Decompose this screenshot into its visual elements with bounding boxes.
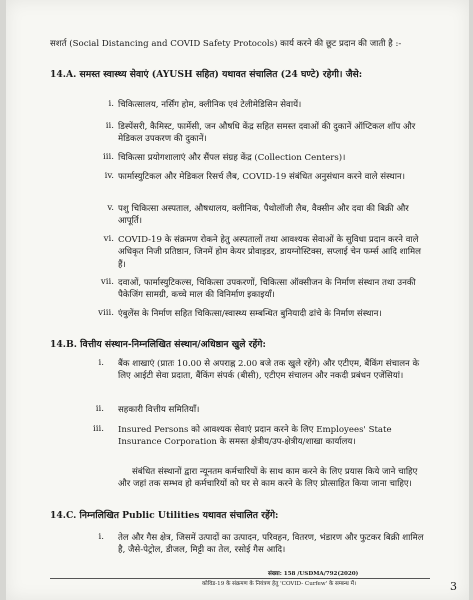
list-item: तेल और गैस क्षेत्र, जिसमें उत्पादों का उत्पादन, परिवहन, वितरण, भंडारण और फुटकर बिक्री शामिल है, जैसे-पेट्रोल, डीजल, मिट्टी का तेल, रसोई गैस आदि। [118, 533, 424, 556]
list-number: ii. [105, 121, 114, 131]
document-page [6, 0, 469, 600]
list-number: viii. [98, 308, 114, 318]
list-item: फार्मास्युटिकल और मेडिकल रिसर्च लैब, COVID-19 संबंधित अनुसंधान करने वाले संस्थान। [118, 172, 405, 182]
list-number: v. [107, 203, 114, 213]
footer-subject: कोविड-19 के संक्रमण के नियंत्रण हेतु 'COVID- Curfew' के सम्बन्ध में। [202, 581, 357, 587]
list-item: COVID-19 के संक्रमण रोकने हेतु अस्पतालों तथा आवश्यक सेवाओं के सुविधा प्रदान करने वाले अधिकृत निजी प्रतिष्ठान, जिनमें होम केयर प्रोवाइडर, डायग्नोस्टिक्स, सप्लाई चेन फर्म्स आदि शामिल हैं। [118, 235, 421, 270]
list-item: चिकित्सालय, नर्सिंग होम, क्लीनिक एवं टेलीमेडिसिन सेवायें। [118, 100, 302, 110]
footer-divider [50, 578, 430, 579]
list-item: सहकारी वित्तीय समितियाँ। [118, 405, 200, 415]
list-item: डिस्पेंसरी, कैमिस्ट, फार्मेसी, जन औषधि केंद्र सहित समस्त दवाओं की दुकानें ऑप्टिकल शॉप और मेडिकल उपकरण की दुकानें। [118, 122, 416, 145]
list-number: vi. [103, 234, 114, 244]
list-number: i. [98, 358, 104, 368]
list-item: दवाओं, फार्मास्युटिकल्स, चिकित्सा उपकरणों, चिकित्सा ऑक्सीजन के निर्माण संस्थान तथा उनकी पैकेजिंग सामग्री, कच्चे माल की विनिर्माण इकाइयाँ। [118, 278, 416, 301]
section-14a-heading: 14.A. समस्त स्वास्थ्य सेवाएं (AYUSH सहित) यथावत संचालित (24 घण्टे) रहेगी। जैसे: [50, 69, 363, 80]
list-number: vii. [100, 277, 114, 287]
section-14b-heading: 14.B. वित्तीय संस्थान-निम्नलिखित संस्थान/अधिष्ठान खुले रहेंगे: [50, 339, 266, 350]
list-number: i. [98, 532, 104, 542]
note-paragraph: संबंधित संस्थानों द्वारा न्यूनतम कर्मचारियों के साथ काम करने के लिए प्रयास किये जाने चाहिए और जहां तक सम्भव हो कर्मचारियों को घर से काम करने के लिए प्रोत्साहित किया जाना चाहिए। [118, 467, 418, 490]
section-14c-heading: 14.C. निम्नलिखित Public Utilities यथावत संचालित रहेंगे: [50, 510, 279, 521]
list-number: i. [108, 99, 114, 109]
list-item: Insured Persons को आवश्यक सेवाएं प्रदान करने के लिए Employees' State Insurance Corporation के समस्त क्षेत्रीय/उप-क्षेत्रीय/शाखा कार्यालय। [118, 425, 392, 448]
list-item: एंबुलेंस के निर्माण सहित चिकित्सा/स्वास्थ्य सम्बन्धित बुनियादी ढांचे के निर्माण संस्थान। [118, 309, 382, 319]
page-number: 3 [450, 580, 457, 593]
list-number: iii. [93, 424, 104, 434]
intro-paragraph: सशर्त (Social Distancing and COVID Safety Protocols) कार्य करने की छूट प्रदान की जाती है :- [50, 39, 402, 49]
list-number: iv. [104, 171, 114, 181]
list-item: बैंक शाखाएं (प्रातः 10.00 से अपराह्न 2.00 बजे तक खुले रहेंगे) और एटीएम, बैंकिंग संचालन के लिए आईटी सेवा प्रदाता, बैंकिंग संपर्क (बीसी), एटीएम संचालन और नकदी प्रबंधन एजेंसियां। [118, 359, 420, 382]
list-number: ii. [95, 404, 104, 414]
footer-ref-number: संख्या: 158 /USDMA/792(2020) [268, 571, 359, 577]
list-item: पशु चिकित्सा अस्पताल, औषधालय, क्लीनिक, पैथोलॉजी लैब, वैक्सीन और दवा की बिक्री और आपूर्ति। [118, 204, 409, 227]
list-item: चिकित्सा प्रयोगशालाएं और सैंपल संग्रह केंद्र (Collection Centers)। [118, 153, 346, 163]
list-number: iii. [103, 152, 114, 162]
